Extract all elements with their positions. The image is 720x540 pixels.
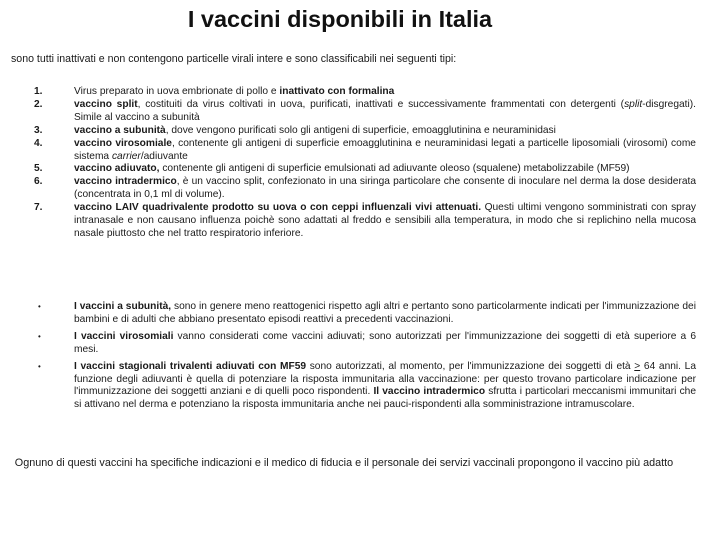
list-number: 7. (34, 202, 43, 214)
item-emphasis: vaccino intradermico (74, 176, 177, 188)
item-text: -disgregati). Simile al vaccino a subunità (74, 98, 696, 123)
item-text: contenente gli antigeni di superficie emulsionati ad adiuvante oleoso (squalene) metabolizzabile (MF59) (159, 163, 630, 175)
list-item (34, 176, 696, 202)
item-text: , è un vaccino split, confezionato in una siringa particolare che consente di inoculare nel derma la dose desiderata (concentrata in 0,1 ml di volume). (74, 176, 696, 201)
closing-statement: Ognuno di questi vaccini ha specifiche indicazioni e il medico di fiducia e il personale dei servizi vaccinali propongono il vaccino più adatto (14, 457, 674, 469)
item-text: sono autorizzati, al momento, per l'immunizzazione dei soggetti di età (306, 360, 635, 372)
list-item (34, 138, 696, 164)
intro-paragraph: sono tutti inattivati e non contengono particelle virali intere e sono classificabili nei seguenti tipi: (11, 53, 457, 65)
bullet-icon: • (38, 331, 41, 341)
item-emphasis: Il vaccino intradermico (373, 386, 486, 398)
item-emphasis: I vaccini virosomiali (74, 330, 174, 342)
item-emphasis: vaccino virosomiale (74, 137, 172, 149)
list-item (34, 99, 696, 125)
item-italic: split (624, 98, 643, 110)
item-symbol: > (634, 360, 641, 372)
item-emphasis: I vaccini a subunità, (74, 301, 172, 312)
item-text: , costituiti da virus coltivati in uova, purificati, inattivati e successivamente frammentati con detergenti ( (137, 98, 625, 110)
bullet-icon: • (38, 361, 41, 371)
item-emphasis: inattivato con formalina (279, 86, 395, 97)
list-number: 1. (34, 86, 43, 97)
item-emphasis: vaccino a subunità (74, 124, 166, 136)
page-title: I vaccini disponibili in Italia (187, 6, 493, 32)
list-item (34, 202, 696, 241)
item-text: , contenente gli antigeni di superficie emoagglutinina e neuraminidasi legati a particelle liposomiali (virosomi) come sistema (74, 137, 696, 162)
list-number: 5. (34, 163, 43, 175)
list-item (34, 163, 696, 176)
item-italic: carrier (111, 150, 141, 162)
list-item (34, 86, 696, 99)
item-emphasis: vaccino split (74, 98, 138, 110)
notes-list (34, 301, 696, 412)
list-number: 2. (34, 98, 43, 110)
item-text: /adiuvante (140, 150, 188, 162)
list-item (34, 331, 696, 357)
list-number: 4. (34, 137, 43, 149)
item-emphasis: I vaccini stagionali trivalenti adiuvati con MF59 (74, 360, 307, 372)
list-item (34, 361, 696, 413)
item-text: , dove vengono purificati solo gli antigeni di superficie, emoagglutinina e neuraminidasi (165, 124, 556, 136)
list-number: 6. (34, 176, 43, 188)
item-text: sfrutta i particolari meccanismi immunitari che si attivano nel derma e potenziano la risposta immunitaria anche nei pauci-rispondenti alla somministrazione intramuscolare. (74, 386, 696, 411)
item-text: 64 anni. La funzione degli adiuvanti è quella di potenziare la risposta immunitaria alla vaccinazione: per questo trovano particolare indicazione per l'immunizzazione dei soggetti anziani e di quelli poco rispondenti. (74, 360, 696, 398)
list-item (34, 301, 696, 327)
bullet-icon: • (38, 302, 41, 311)
list-item (34, 125, 696, 138)
vaccine-types-list (34, 86, 696, 241)
item-text: sono in genere meno reattogenici rispetto agli altri e pertanto sono particolarmente indicati per l'immunizzazione dei bambini e di adulti che abbiano presentato episodi reattivi a precedenti vaccinazioni. (74, 301, 696, 325)
item-text: vanno considerati come vaccini adiuvati; sono autorizzati per l'immunizzazione dei soggetti di età superiore a 6 mesi. (74, 330, 696, 355)
item-emphasis: vaccino adiuvato, (74, 163, 160, 175)
item-text: Questi ultimi vengono somministrati con spray intranasale e non causano influenza poichè sono adattati al freddo e sensibili alla temperatura, in modo che si replichino nella mucosa nasale piuttosto che nel tratto respiratorio inferiore. (74, 202, 696, 239)
item-text: Virus preparato in uova embrionate di pollo e (74, 86, 280, 97)
list-number: 3. (34, 124, 43, 136)
item-emphasis: vaccino LAIV quadrivalente prodotto su uova o con ceppi influenzali vivi attenuati. (74, 202, 482, 214)
